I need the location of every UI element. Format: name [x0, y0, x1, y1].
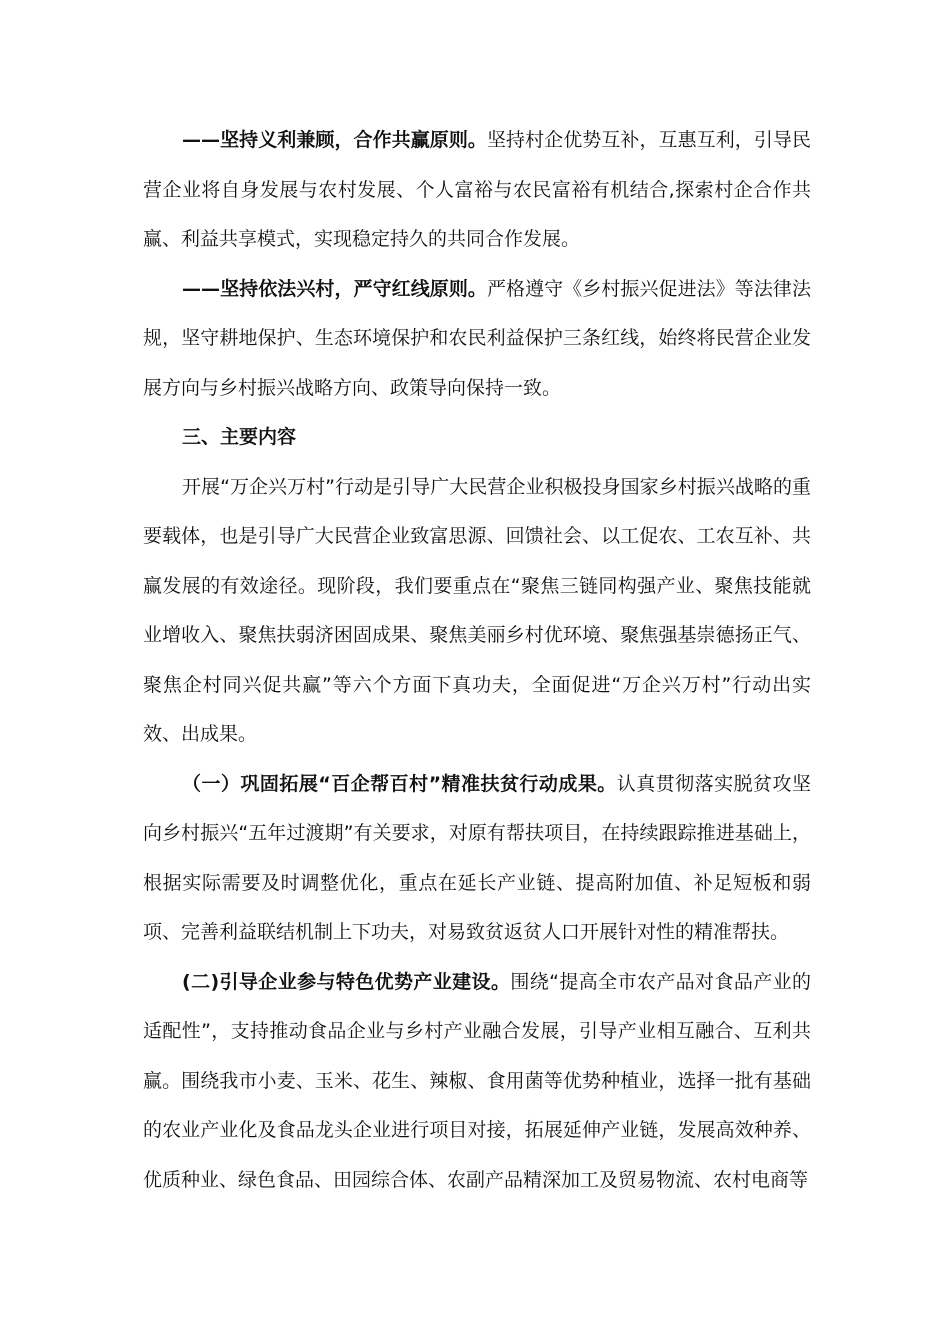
- intro-paragraph: 开展“万企兴万村”行动是引导广大民营企业积极投身国家乡村振兴战略的重要载体，也是引导广大民营企业致富思源、回馈社会、以工促农、工农互补、共赢发展的有效途径。现阶段，我们要重点在“聚焦三链同构强产业、聚焦技能就业增收入、聚焦扶弱济困固成果、聚焦美丽乡村优环境、聚焦强基崇德扬正气、聚焦企村同兴促共赢”等六个方面下真功夫，全面促进“万企兴万村”行动出实效、出成果。: [143, 475, 811, 745]
- item-paragraph-2: [143, 958, 811, 1206]
- item-1-body: 认真贯彻落实脱贫攻坚向乡村振兴“五年过渡期”有关要求，对原有帮扶项目，在持续跟踪推进基础上，根据实际需要及时调整优化，重点在延长产业链、提高附加值、补足短板和弱项、完善利益联结机制上下功夫，对易致贫返贫人口开展针对性的精准帮扶。: [143, 772, 811, 943]
- document-body: [143, 116, 811, 1205]
- item-2-lead: (二)引导企业参与特色优势产业建设。: [182, 970, 511, 993]
- principle-2-body: 严格遵守《乡村振兴促进法》等法律法规，坚守耕地保护、生态环境保护和农民利益保护三条红线，始终将民营企业发展方向与乡村振兴战略方向、政策导向保持一致。: [143, 277, 811, 399]
- principle-1-body: 坚持村企优势互补，互惠互利，引导民营企业将自身发展与农村发展、个人富裕与农民富裕有机结合,探索村企合作共赢、利益共享模式，实现稳定持久的共同合作发展。: [143, 129, 811, 250]
- section-heading: 三、主要内容: [182, 426, 297, 448]
- principle-paragraph-2: [143, 265, 811, 414]
- item-1-lead: （一）巩固拓展“百企帮百村”精准扶贫行动成果。: [182, 772, 617, 795]
- principle-paragraph-1: [143, 116, 811, 265]
- item-2-body: 围绕“提高全市农产品对食品产业的适配性”，支持推动食品企业与乡村产业融合发展，引导产业相互融合、互利共赢。围绕我市小麦、玉米、花生、辣椒、食用菌等优势种植业，选择一批有基础的农业产业化及食品龙头企业进行项目对接，拓展延伸产业链，发展高效种养、优质种业、绿色食品、田园综合体、农副产品精深加工及贸易物流、农村电商等: [143, 970, 811, 1191]
- principle-2-lead: ——坚持依法兴村，严守红线原则。: [182, 277, 487, 300]
- principle-1-lead: ——坚持义利兼顾，合作共赢原则。: [182, 129, 487, 151]
- item-paragraph-1: [143, 760, 811, 958]
